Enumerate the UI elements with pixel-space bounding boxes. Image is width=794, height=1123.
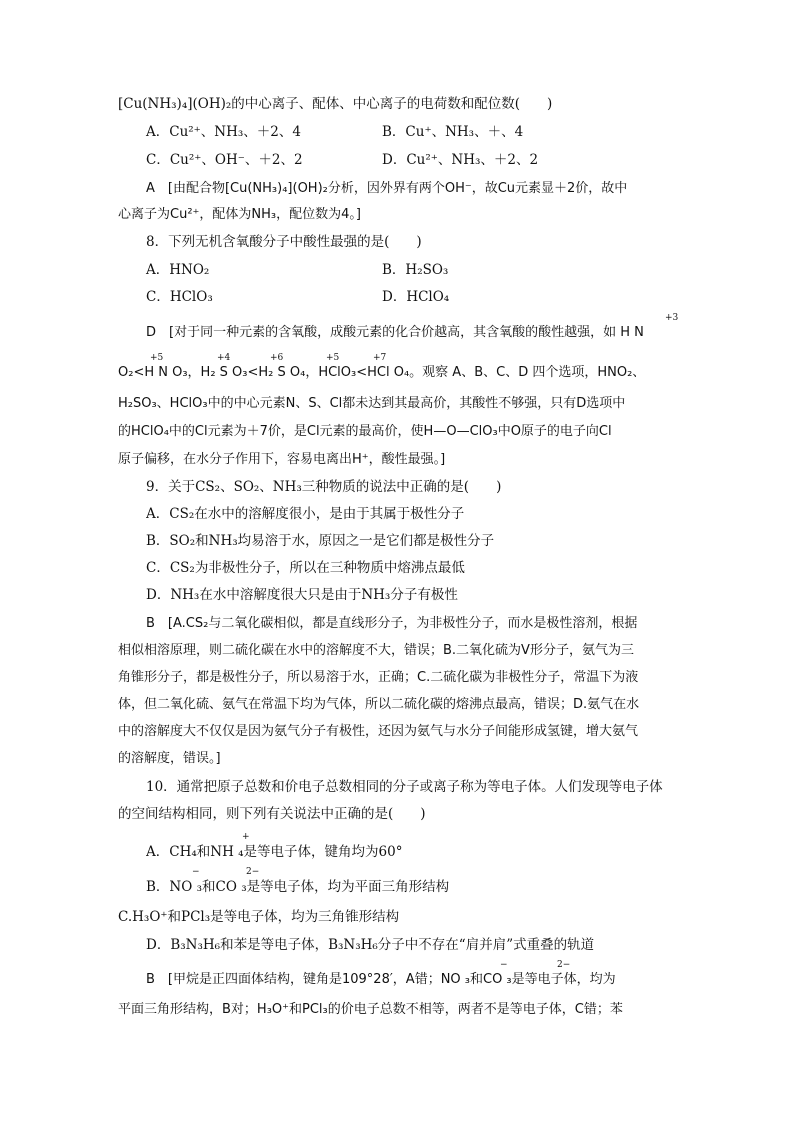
q9-option-d: D．NH₃在水中溶解度很大只是由于NH₃分子有极性: [146, 587, 458, 603]
q9-answer-line-2: 相似相溶原理，则二硫化碳在水中的溶解度不大，错误；B.二氧化硫为V形分子，氨气为三: [118, 643, 634, 658]
q10-option-d: D．B₃N₃H₆和苯是等电子体，B₃N₃H₆分子中不存在“肩并肩”式重叠的轨道: [146, 937, 595, 953]
q10-option-c: C.H₃O⁺和PCl₃是等电子体，均为三角锥形结构: [118, 909, 400, 925]
q10-superscript-minus-a: −: [192, 867, 200, 877]
q10-option-a: A．CH₄和NH ₄是等电子体，键角均为60°: [146, 844, 403, 860]
q7-option-d: D．Cu²⁺、NH₃、＋2、2: [382, 152, 539, 168]
q8-answer-line-2: O₂<H N O₃，H₂ S O₃<H₂ S O₄，HClO₃<HCl O₄。观察 A、B、C、D 四个选项，HNO₂、: [118, 365, 646, 380]
q10-answer-line-2: 平面三角形结构，B对；H₃O⁺和PCl₃的价电子总数不相等，两者不是等电子体，C错；苯: [118, 1002, 623, 1017]
q10-stem-line-1: 10．通常把原子总数和价电子总数相同的分子或离子称为等电子体。人们发现等电子体: [146, 779, 663, 795]
q9-answer-line-4: 体，但二氧化硫、氨气在常温下均为气体，所以二硫化碳的熔沸点最高，错误；D.氨气在水: [118, 697, 640, 712]
q10-superscript-2minus-b: 2−: [557, 960, 571, 970]
q8-oxidation-n5: +5: [150, 353, 164, 363]
q7-answer-line-1: A [由配合物[Cu(NH₃)₄](OH)₂分析，因外界有两个OH⁻，故Cu元素显＋2价，故中: [146, 181, 628, 196]
q7-option-c: C．Cu²⁺、OH⁻、＋2、2: [146, 152, 303, 168]
q8-option-c: C．HClO₃: [146, 289, 213, 305]
q8-answer-line-5: 原子偏移，在水分子作用下，容易电离出H⁺，酸性最强。]: [118, 452, 446, 467]
q8-option-b: B．H₂SO₃: [382, 262, 449, 278]
q8-oxidation-s6: +6: [270, 353, 284, 363]
q8-oxidation-s4: +4: [217, 353, 231, 363]
q10-option-b: B．NO ₃和CO ₃是等电子体，均为平面三角形结构: [146, 879, 450, 895]
q8-answer-line-3: H₂SO₃、HClO₃中的中心元素N、S、Cl都未达到其最高价，其酸性不够强，只有D选项中: [118, 396, 626, 411]
q8-option-a: A．HNO₂: [146, 262, 210, 278]
q10-answer-line-1: B [甲烷是正四面体结构，键角是109°28′，A错；NO ₃和CO ₃是等电子体，均为: [146, 972, 616, 987]
q10-stem-line-2: 的空间结构相同，则下列有关说法中正确的是( ): [118, 806, 426, 822]
q9-option-a: A．CS₂在水中的溶解度很小，是由于其属于极性分子: [146, 506, 465, 522]
q7-option-b: B．Cu⁺、NH₃、＋、4: [382, 124, 524, 140]
q9-answer-line-6: 的溶解度，错误。]: [118, 751, 221, 766]
q10-superscript-2minus-a: 2−: [246, 867, 260, 877]
q7-stem: [Cu(NH₃)₄](OH)₂的中心离子、配体、中心离子的电荷数和配位数( ): [118, 96, 553, 112]
q9-option-c: C．CS₂为非极性分子，所以在三种物质中熔沸点最低: [146, 560, 465, 576]
q9-option-b: B．SO₂和NH₃均易溶于水，原因之一是它们都是极性分子: [146, 533, 495, 549]
q9-answer-line-5: 中的溶解度大不仅仅是因为氨气分子有极性，还因为氨气与水分子间能形成氢键，增大氨气: [118, 724, 639, 739]
q8-answer-line-1: D [对于同一种元素的含氧酸，成酸元素的化合价越高，其含氧酸的酸性越强，如 H N: [146, 325, 644, 340]
q10-superscript-plus: +: [242, 832, 250, 842]
q7-option-a: A．Cu²⁺、NH₃、＋2、4: [146, 124, 301, 140]
q8-oxidation-cl7: +7: [373, 353, 387, 363]
q10-superscript-minus-b: −: [500, 960, 508, 970]
q7-answer-line-2: 心离子为Cu²⁺，配体为NH₃，配位数为4。]: [118, 207, 361, 222]
q8-oxidation-n3: +3: [665, 313, 679, 323]
q9-stem: 9．关于CS₂、SO₂、NH₃三种物质的说法中正确的是( ): [146, 479, 502, 495]
q8-oxidation-cl5: +5: [326, 353, 340, 363]
q8-option-d: D．HClO₄: [382, 289, 450, 305]
q9-answer-line-1: B [A.CS₂与二氧化碳相似，都是直线形分子，为非极性分子，而水是极性溶剂，根据: [146, 616, 638, 631]
q9-answer-line-3: 角锥形分子，都是极性分子，所以易溶于水，正确；C.二硫化碳为非极性分子，常温下为液: [118, 670, 639, 685]
q8-stem: 8．下列无机含氧酸分子中酸性最强的是( ): [146, 234, 422, 250]
q8-answer-line-4: 的HClO₄中的Cl元素为＋7价，是Cl元素的最高价，使H—O—ClO₃中O原子的电子向Cl: [118, 424, 612, 439]
